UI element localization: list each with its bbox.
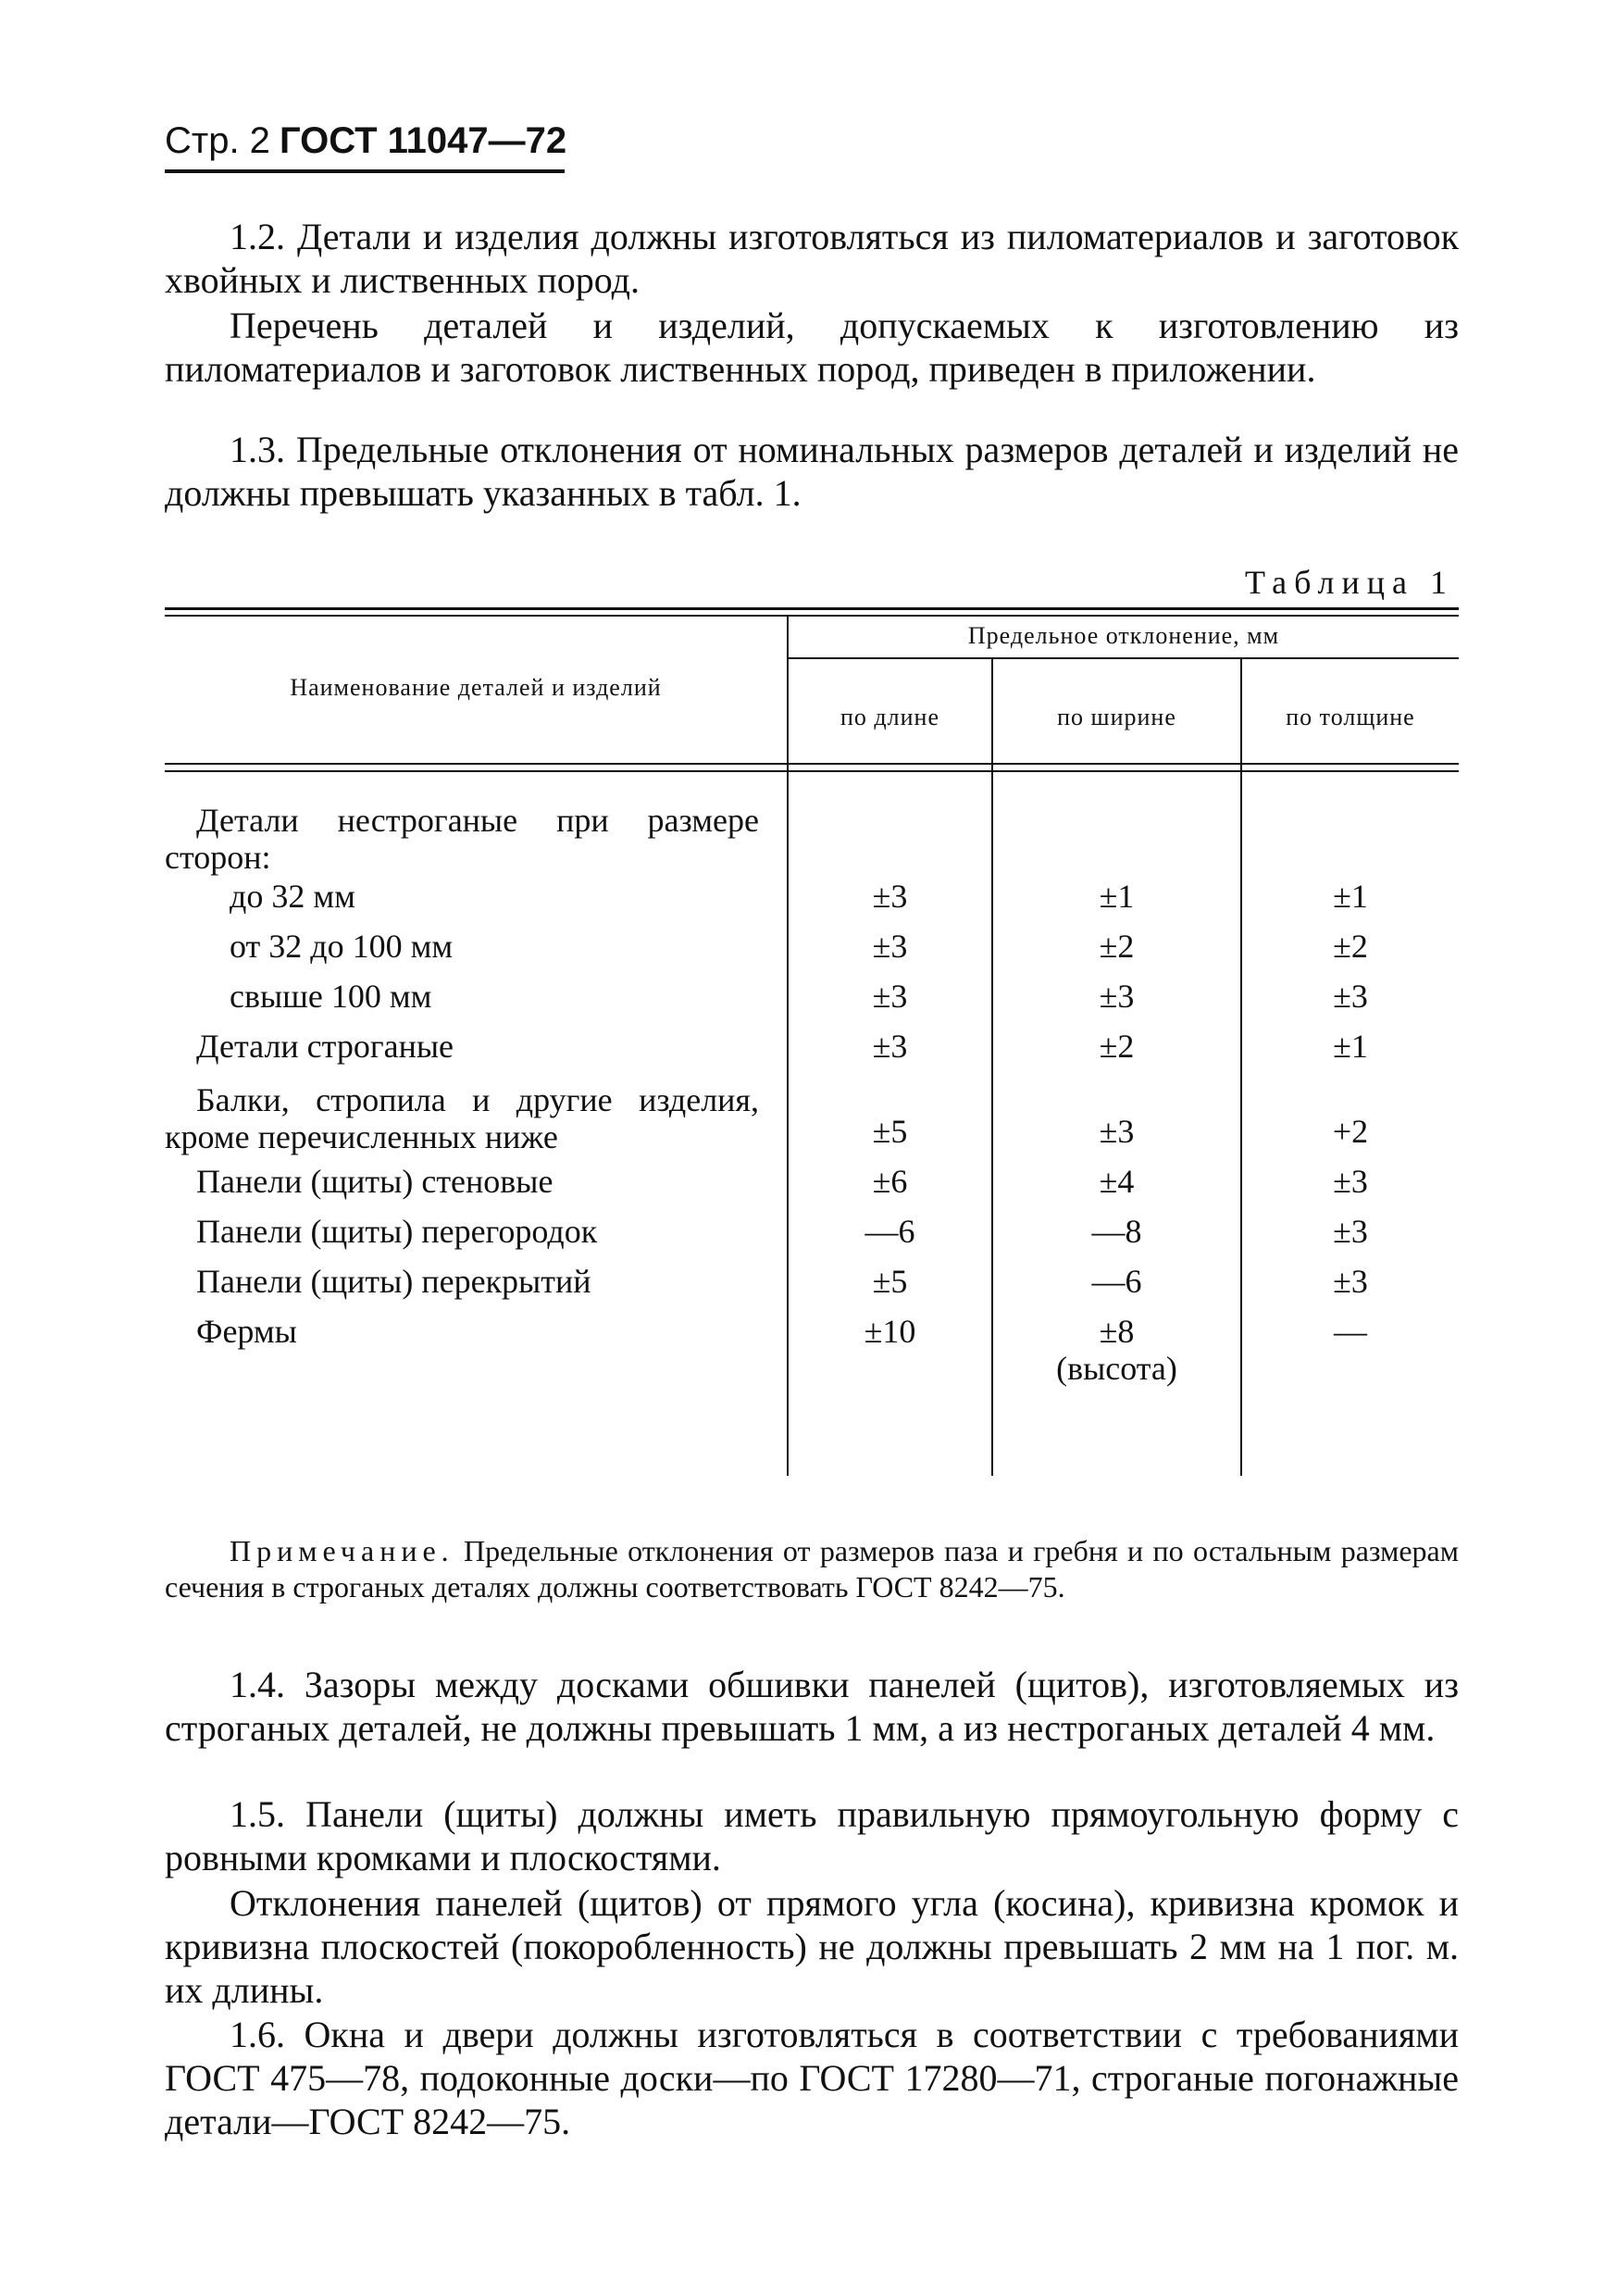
table-caption: Таблица 1: [1245, 564, 1454, 601]
header-bottom-rule: [165, 763, 1459, 765]
paragraph-1-5: 1.5. Панели (щиты) должны иметь правильную прямоугольную форму с ровными кромками и плоскостями.: [165, 1793, 1459, 1878]
cell-width: ±2: [1099, 1028, 1135, 1065]
table-row-name: Панели (щиты) перегородок: [196, 1213, 598, 1250]
header-group: Предельное отклонение, мм: [967, 622, 1280, 649]
group-rule: [787, 657, 1459, 659]
table-row-name: Фермы: [196, 1313, 297, 1350]
paragraph-1-3: 1.3. Предельные отклонения от номинальных размеров деталей и изделий не должны превышать указанных в табл. 1.: [165, 429, 1459, 514]
table-top-rule: [165, 607, 1459, 610]
table-row-name: Панели (щиты) стеновые: [196, 1163, 554, 1200]
cell-thickness: +2: [1332, 1113, 1369, 1150]
cell-thickness: ±3: [1333, 1213, 1368, 1250]
note-text: Предельные отклонения от размеров паза и гребня и по остальным размерам сечения в строганых деталях должны соответствовать ГОСТ 8242—75.: [165, 1534, 1460, 1603]
cell-width: ±2: [1099, 928, 1135, 965]
cell-thickness: —: [1334, 1313, 1367, 1350]
paragraph-1-5-deviation: Отклонения панелей (щитов) от прямого угла (косина), кривизна кромок и кривизна плоскостей (покоробленность) не должны превышать 2 мм на 1 пог. м. их длины.: [165, 1882, 1459, 2011]
cell-thickness: ±3: [1333, 1163, 1368, 1200]
table-row-name: свыше 100 мм: [230, 978, 432, 1015]
table-row-name: до 32 мм: [230, 878, 355, 915]
cell-width: ±4: [1099, 1163, 1135, 1200]
cell-width: —8: [1091, 1213, 1142, 1250]
table-row-name: Детали строганые: [196, 1028, 454, 1065]
table-row-name: Детали нестроганые при размере сторон:: [165, 802, 759, 876]
table-row-name: Панели (щиты) перекрытий: [196, 1263, 591, 1300]
page-header: [165, 119, 566, 163]
header-thickness: по толщине: [1286, 704, 1415, 730]
cell-thickness: ±3: [1333, 1263, 1368, 1300]
table-row-name: от 32 до 100 мм: [230, 928, 454, 965]
cell-length: ±3: [872, 928, 908, 965]
col-divider-3: [1240, 659, 1242, 1476]
header-rule: [165, 169, 565, 173]
cell-thickness: ±1: [1333, 1028, 1368, 1065]
cell-thickness: ±3: [1333, 978, 1368, 1015]
header-length: по длине: [840, 704, 939, 730]
table-top-rule-2: [165, 615, 1459, 617]
standard-code: ГОСТ 11047—72: [279, 120, 567, 161]
cell-width-note: (высота): [1056, 1350, 1177, 1387]
cell-width: ±1: [1099, 878, 1135, 915]
cell-length: ±5: [872, 1263, 908, 1300]
cell-width: —6: [1091, 1263, 1142, 1300]
header-width: по ширине: [1057, 704, 1176, 730]
paragraph-1-6: 1.6. Окна и двери должны изготовляться в соответствии с требованиями ГОСТ 475—78, подоконные доски—по ГОСТ 17280—71, строганые погонажные детали—ГОСТ 8242—75.: [165, 2014, 1459, 2142]
cell-length: ±5: [872, 1113, 908, 1150]
cell-width: ±8: [1099, 1313, 1135, 1350]
cell-length: ±3: [872, 1028, 908, 1065]
header-name: Наименование деталей и изделий: [290, 674, 662, 701]
tolerance-table: [165, 607, 1459, 1478]
cell-thickness: ±1: [1333, 878, 1368, 915]
cell-length: —6: [864, 1213, 915, 1250]
cell-length: ±6: [872, 1163, 908, 1200]
cell-width: ±3: [1099, 978, 1135, 1015]
cell-length: ±3: [872, 878, 908, 915]
table-note: [165, 1533, 1459, 1605]
cell-length: ±10: [864, 1313, 916, 1350]
cell-length: ±3: [872, 978, 908, 1015]
paragraph-1-2-list: Перечень деталей и изделий, допускаемых к изготовлению из пиломатериалов и заготовок лиственных пород, приведен в приложении.: [165, 305, 1459, 390]
table-row-name: Балки, стропила и другие изделия, кроме перечисленных ниже: [165, 1081, 759, 1155]
header-bottom-rule-2: [165, 770, 1459, 772]
paragraph-1-4: 1.4. Зазоры между досками обшивки панелей (щитов), изготовляемых из строганых деталей, не должны превышать 1 мм, а из нестроганых деталей 4 мм.: [165, 1664, 1459, 1749]
paragraph-1-2: 1.2. Детали и изделия должны изготовляться из пиломатериалов и заготовок хвойных и лиственных пород.: [165, 216, 1459, 301]
note-label: Примечание.: [230, 1534, 454, 1567]
cell-thickness: ±2: [1333, 928, 1368, 965]
cell-width: ±3: [1099, 1113, 1135, 1150]
page-number: Стр. 2: [165, 120, 270, 161]
